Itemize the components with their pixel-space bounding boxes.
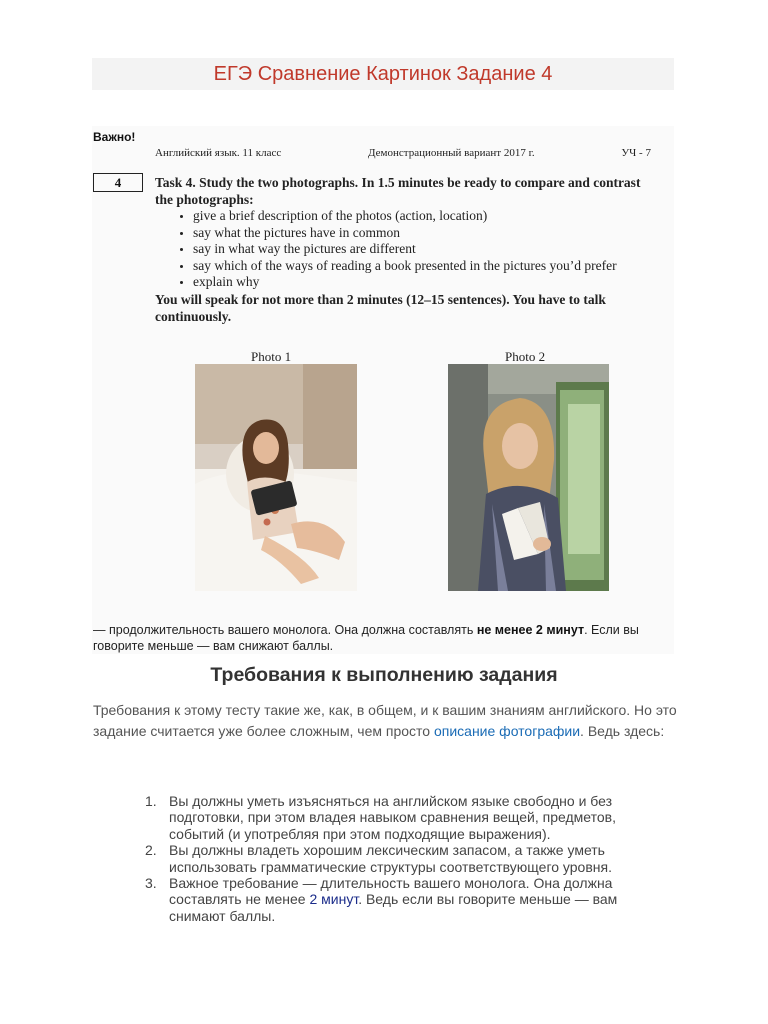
task-bullets	[155, 208, 655, 291]
list-item-text: Важное требование — длительность вашего монолога. Она должна составлять не менее	[169, 875, 613, 908]
exam-code: УЧ - 7	[621, 147, 651, 159]
list-item-number: 1.	[145, 793, 157, 809]
task-bullet: • say in what way the pictures are different	[193, 241, 655, 258]
important-label: Важно!	[93, 130, 136, 144]
photo-2-image	[448, 364, 609, 591]
requirements-list	[145, 793, 665, 924]
title-bar	[92, 58, 674, 90]
scan-note-suffix: . Если вы говорите меньше — вам снижают баллы.	[93, 623, 639, 653]
two-minutes-link[interactable]: 2 минут	[309, 891, 359, 908]
list-item-text: Вы должны уметь изъясняться на английском языке свободно и без подготовки, при этом владея навыком сравнения вещей, предметов, событий (и употребляя при этом подходящие выражения).	[169, 793, 616, 842]
list-item	[145, 793, 665, 842]
list-item-number: 2.	[145, 842, 157, 859]
page-title: ЕГЭ Сравнение Картинок Задание 4	[213, 63, 553, 85]
task-bullet: • say what the pictures have in common	[193, 225, 655, 242]
section-heading: Требования к выполнению задания	[210, 664, 558, 686]
list-item-number: 3.	[145, 875, 157, 892]
intro-paragraph	[93, 700, 683, 742]
photo-2-caption: Photo 2	[505, 349, 546, 364]
photo-1-image	[195, 364, 357, 591]
task-footer: You will speak for not more than 2 minutes (12–15 sentences). You have to talk continuously.	[155, 291, 606, 324]
scan-note-prefix: — продолжительность вашего монолога. Она должна составлять	[93, 623, 477, 637]
task-text	[155, 174, 655, 325]
intro-text: Требования к этому тесту такие же, как, в общем, и к вашим знаниям английского. Но это задание считается уже более сложным, чем просто	[93, 702, 677, 739]
exam-variant: Демонстрационный вариант 2017 г.	[368, 147, 535, 159]
exam-subject: Английский язык. 11 класс	[155, 147, 282, 159]
photo-1-caption: Photo 1	[251, 349, 292, 364]
intro-text-end: . Ведь здесь:	[580, 723, 665, 739]
task-bullet: • say which of the ways of reading a book presented in the pictures you’d prefer	[193, 258, 655, 275]
list-item-text-end: . Ведь если вы говорите меньше — вам снимают баллы.	[169, 891, 618, 924]
task-number-box: 4	[93, 173, 143, 192]
task-bullet: • give a brief description of the photos (action, location)	[193, 208, 655, 225]
list-item	[145, 875, 665, 924]
list-item-text: Вы должны владеть хорошим лексическим запасом, а также уметь использовать грамматические структуры соответствующего уровня.	[169, 842, 612, 875]
photo-description-link[interactable]: описание фотографии	[433, 723, 581, 739]
scan-note-bold: не менее 2 минут	[476, 623, 585, 637]
task-heading: Task 4. Study the two photographs. In 1.5 minutes be ready to compare and contrast the photographs:	[155, 175, 641, 207]
task-bullet: • explain why	[193, 274, 655, 291]
scan-note	[93, 622, 678, 654]
exam-header	[155, 147, 651, 159]
list-item	[145, 842, 665, 875]
